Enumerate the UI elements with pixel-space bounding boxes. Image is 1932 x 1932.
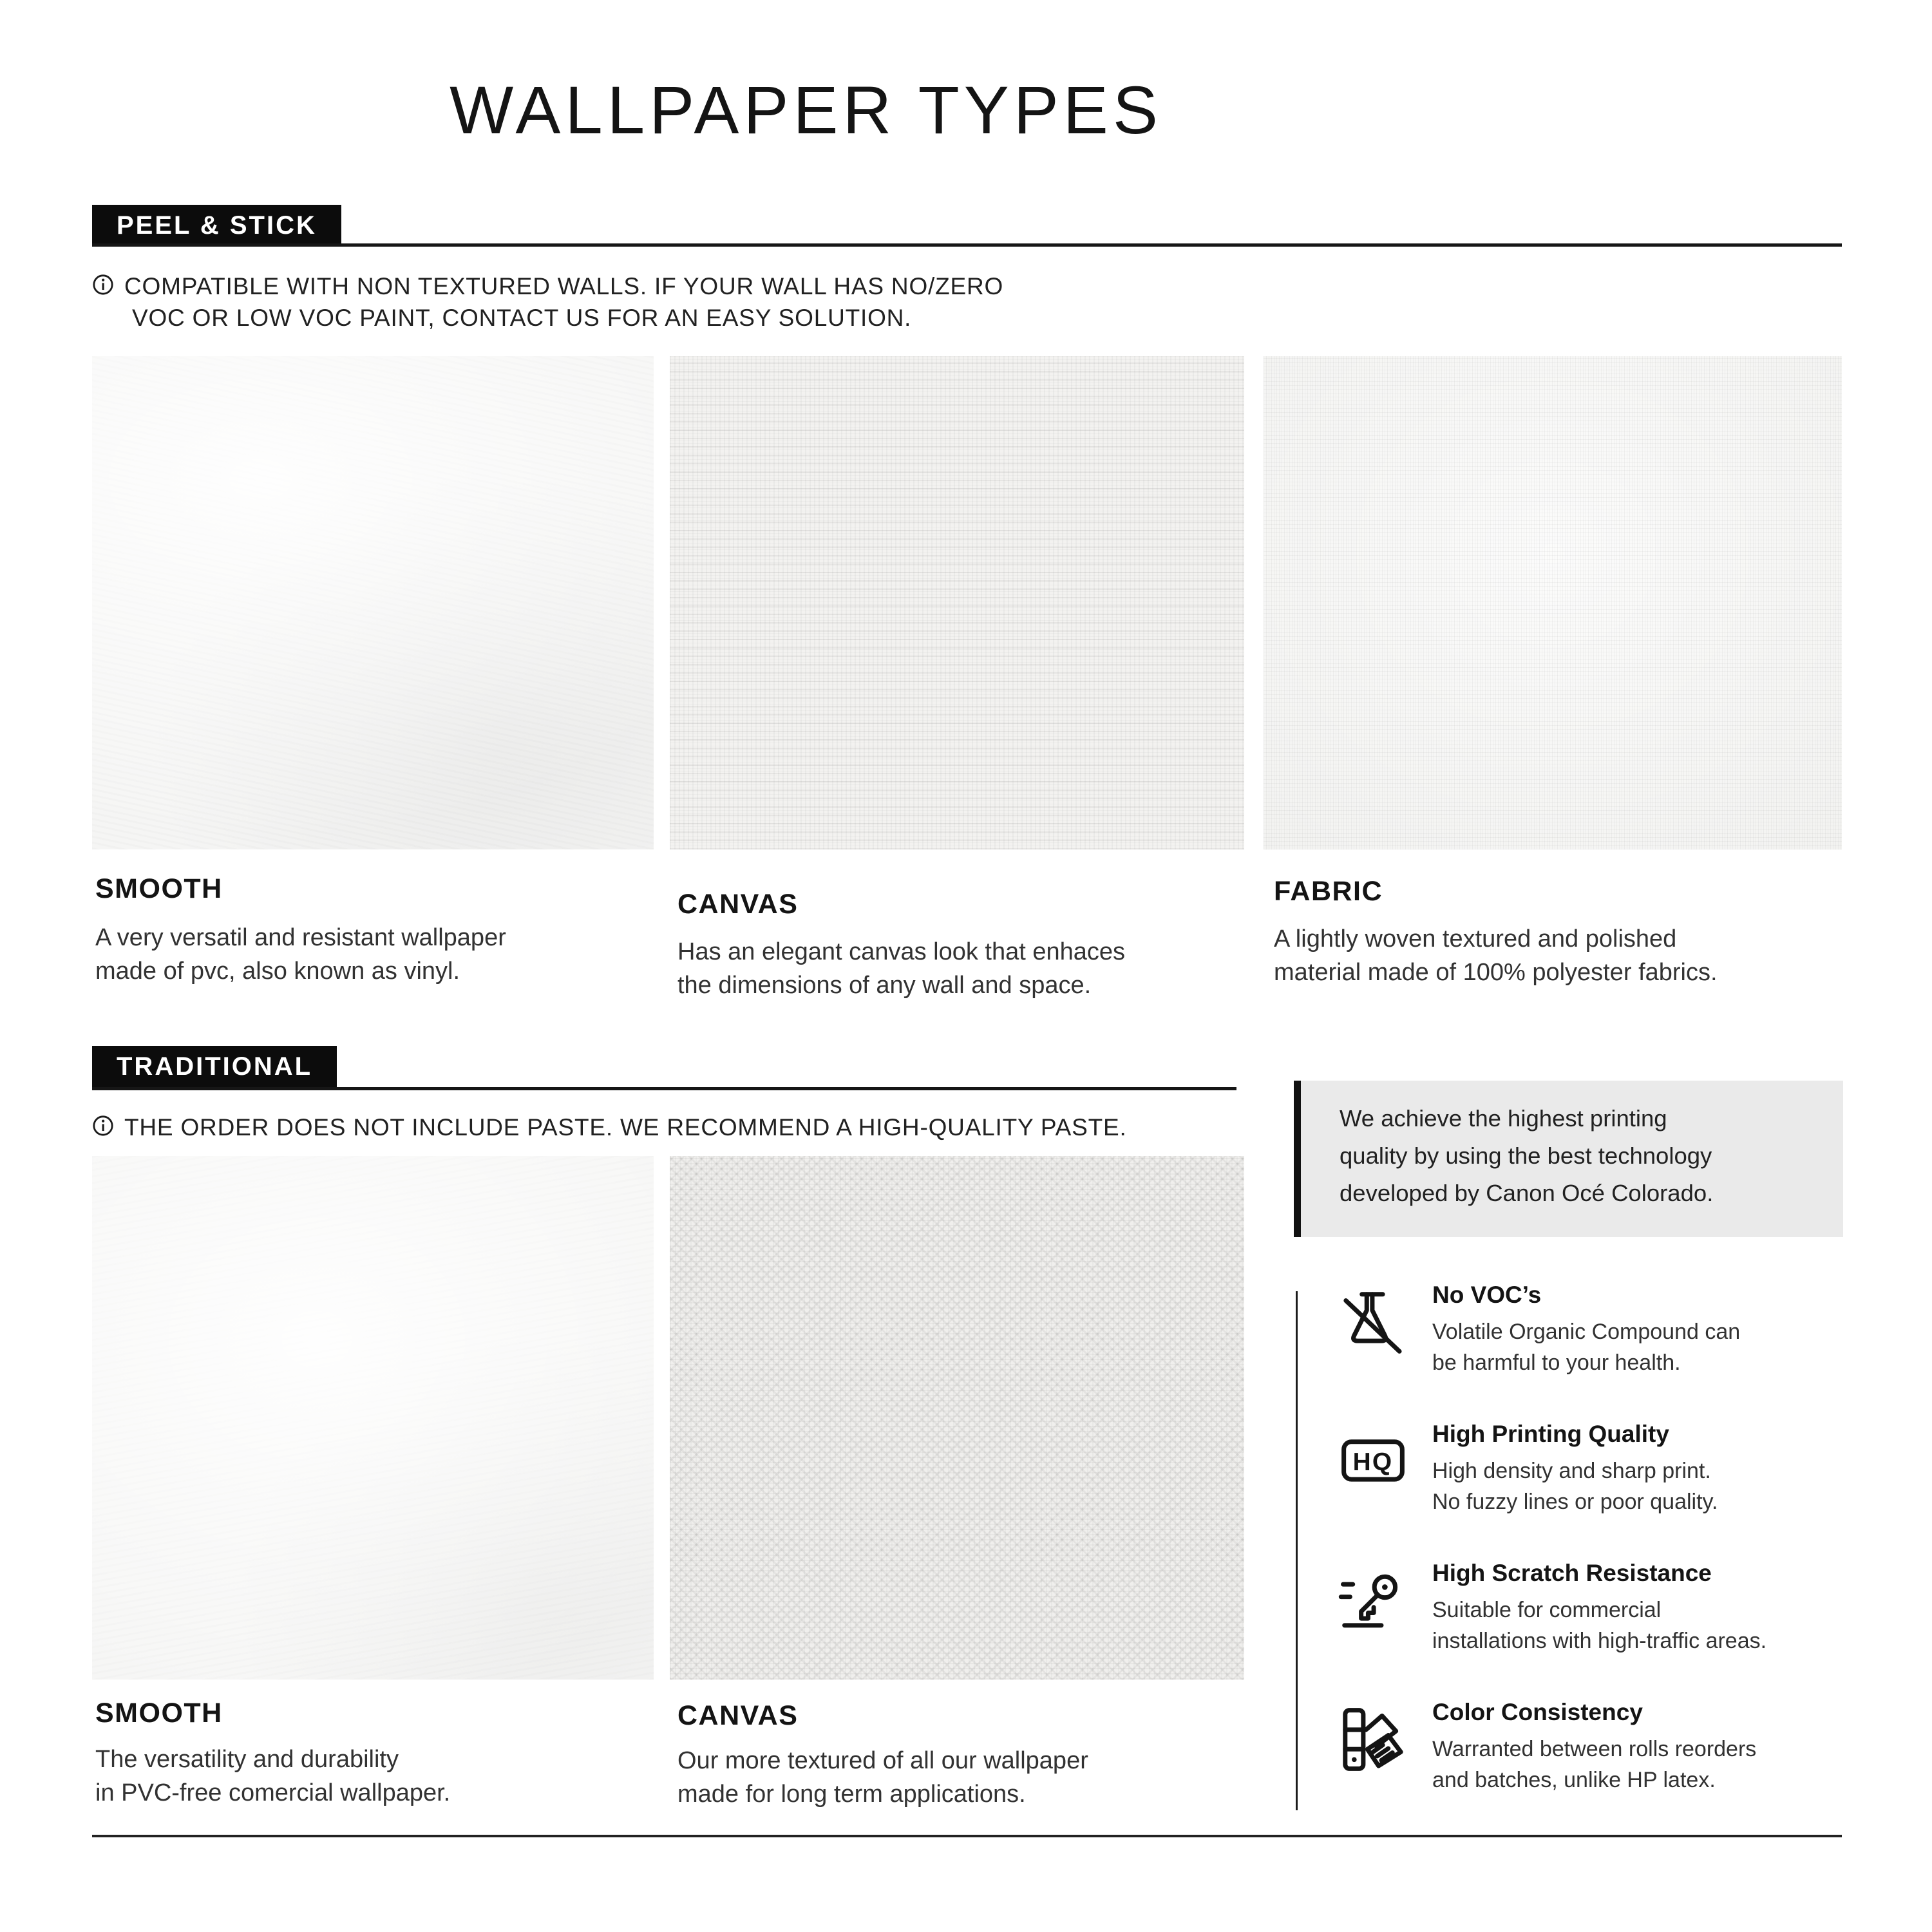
hq-badge-icon [1338,1423,1408,1499]
type-desc-traditional-canvas [677,1744,1088,1811]
desc-line: Our more textured of all our wallpaper [677,1747,1088,1774]
desc-line: made for long term applications. [677,1781,1026,1808]
desc-line: A very versatil and resistant wallpaper [95,924,506,951]
type-name-peel-stick-canvas: CANVAS [677,889,799,920]
swatch-peel-stick-canvas [670,356,1244,849]
type-name-traditional-canvas: CANVAS [677,1700,799,1731]
info-icon [92,274,114,299]
desc-line: material made of 100% polyester fabrics. [1274,959,1718,986]
feature-desc-line: installations with high-traffic areas. [1432,1629,1767,1653]
peel-stick-note-line-1: COMPATIBLE WITH NON TEXTURED WALLS. IF YOUR WALL HAS NO/ZERO [124,273,1004,299]
hq-badge-text: HQ [1352,1448,1394,1477]
feature-title: Color Consistency [1432,1699,1643,1725]
swatch-peel-stick-fabric [1264,356,1842,849]
feature-high-scratch-resistance [1338,1560,1853,1656]
section-label-traditional: TRADITIONAL [92,1046,337,1087]
type-desc-peel-stick-fabric [1274,922,1718,989]
desc-line: The versatility and durability [95,1746,399,1773]
desc-line: the dimensions of any wall and space. [677,972,1092,999]
peel-stick-note [92,270,1003,334]
section-label-peel-stick: PEEL & STICK [92,205,341,246]
feature-desc-line: Volatile Organic Compound can [1432,1320,1741,1344]
peel-stick-divider-line [92,243,1842,247]
quality-box-line-1: We achieve the highest printing [1340,1105,1667,1132]
traditional-divider-line [92,1087,1236,1090]
type-desc-traditional-smooth [95,1743,450,1810]
scratch-key-icon [1338,1562,1408,1638]
traditional-note [92,1112,1127,1143]
feature-desc-line: Suitable for commercial [1432,1598,1662,1622]
type-name-peel-stick-fabric: FABRIC [1274,876,1383,907]
type-desc-peel-stick-smooth [95,921,506,988]
type-desc-peel-stick-canvas [677,935,1125,1002]
swatch-peel-stick-smooth [92,356,654,849]
bottom-rule [92,1835,1842,1837]
peel-stick-note-line-2: VOC OR LOW VOC PAINT, CONTACT US FOR AN EASY SOLUTION. [132,305,912,331]
feature-no-vocs [1338,1282,1853,1378]
features-divider-line [1296,1291,1298,1810]
feature-desc-line: No fuzzy lines or poor quality. [1432,1490,1718,1514]
no-voc-flask-icon [1338,1284,1408,1360]
traditional-note-line-1: THE ORDER DOES NOT INCLUDE PASTE. WE RECOMMEND A HIGH-QUALITY PASTE. [124,1114,1127,1141]
feature-title: High Scratch Resistance [1432,1560,1712,1586]
desc-line: made of pvc, also known as vinyl. [95,958,460,985]
quality-box-accent-bar [1294,1081,1301,1237]
swatch-traditional-canvas [670,1156,1244,1680]
desc-line: in PVC-free comercial wallpaper. [95,1779,451,1806]
feature-title: No VOC’s [1432,1282,1542,1308]
quality-box-line-3: developed by Canon Océ Colorado. [1340,1180,1714,1206]
quality-box-line-2: quality by using the best technology [1340,1142,1712,1169]
feature-high-printing-quality [1338,1421,1853,1517]
color-swatches-icon [1338,1701,1408,1777]
feature-desc-line: High density and sharp print. [1432,1459,1711,1483]
type-name-peel-stick-smooth: SMOOTH [95,873,223,904]
type-name-traditional-smooth: SMOOTH [95,1698,223,1728]
feature-desc-line: and batches, unlike HP latex. [1432,1768,1716,1792]
feature-title: High Printing Quality [1432,1421,1669,1447]
page-title: WALLPAPER TYPES [450,73,1162,148]
info-icon [92,1115,114,1140]
feature-desc-line: be harmful to your health. [1432,1350,1681,1375]
quality-box [1301,1081,1843,1237]
feature-color-consistency [1338,1699,1853,1795]
feature-desc-line: Warranted between rolls reorders [1432,1737,1757,1761]
desc-line: Has an elegant canvas look that enhaces [677,938,1126,965]
swatch-traditional-smooth [92,1156,654,1680]
desc-line: A lightly woven textured and polished [1274,925,1677,952]
